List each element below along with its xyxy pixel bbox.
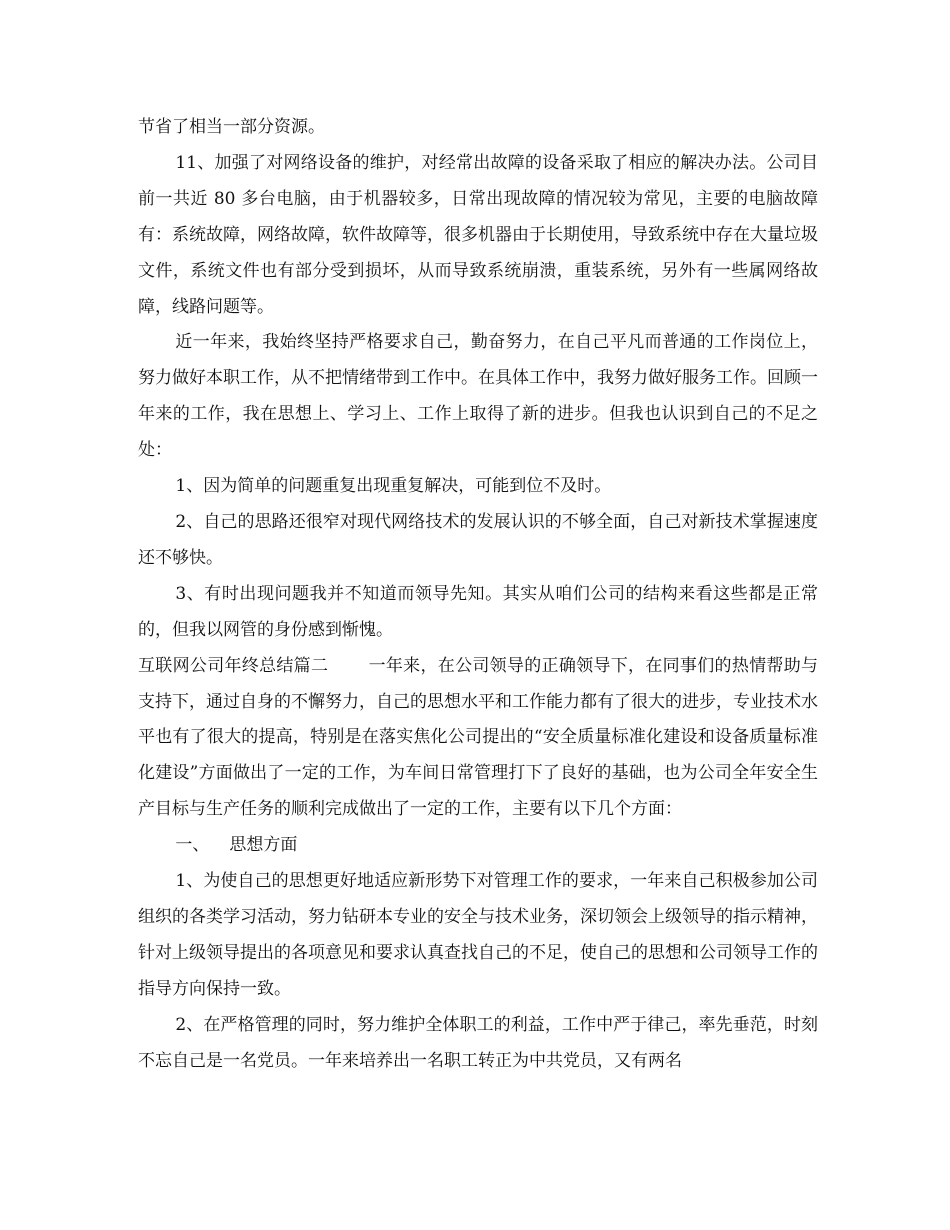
paragraph-part-two	[138, 649, 818, 829]
section-intro-text: 一年来，在公司领导的正确领导下，在同事们的热情帮助与支持下，通过自身的不懈努力，自己的思想水平和工作能力都有了很大的进步，专业技术水平也有了很大的提高，特别是在落实焦化公司提出的“安全质量标准化建设和设备质量标准化建设”方面做出了一定的工作，为车间日常管理打下了良好的基础，也为公司全年安全生产目标与生产任务的顺利完成做出了一定的工作，主要有以下几个方面：	[138, 655, 819, 820]
paragraph-thought-1: 1、为使自己的思想更好地适应新形势下对管理工作的要求，一年来自己积极参加公司组织的各类学习活动，努力钻研本专业的安全与技术业务，深切领会上级领导的指示精神，针对上级领导提出的各项意见和要求认真查找自己的不足，使自己的思想和公司领导工作的指导方向保持一致。	[138, 871, 818, 999]
subheading-text: 思想方面	[229, 835, 298, 856]
paragraph-self-review: 近一年来，我始终坚持严格要求自己，勤奋努力，在自己平凡而普通的工作岗位上，努力做好本职工作，从不把情绪带到工作中。在具体工作中，我努力做好服务工作。回顾一年来的工作，我在思想上、学习上、工作上取得了新的进步。但我也认识到自己的不足之处：	[138, 332, 818, 461]
section-heading: 互联网公司年终总结篇二	[138, 655, 329, 676]
subheading-number: 一、	[175, 835, 210, 856]
paragraph-item-11: 11、加强了对网络设备的维护，对经常出故障的设备采取了相应的解决办法。公司目前一共近 80 多台电脑，由于机器较多，日常出现故障的情况较为常见，主要的电脑故障有：系统故障，网络故障，软件故障等，很多机器由于长期使用，导致系统中存在大量垃圾文件，系统文件也有部分受到损坏，从而导致系统崩溃，重装系统，另外有一些属网络故障，线路问题等。	[138, 152, 818, 317]
document-page	[138, 110, 818, 1079]
paragraph-shortcoming-2: 2、自己的思路还很窄对现代网络技术的发展认识的不够全面，自己对新技术掌握速度还不够快。	[138, 511, 818, 568]
paragraph-shortcoming-1: 1、因为简单的问题重复出现重复解决，可能到位不及时。	[175, 476, 612, 497]
paragraph-thought-2: 2、在严格管理的同时，努力维护全体职工的利益，工作中严于律己，率先垂范，时刻不忘自己是一名党员。一年来培养出一名职工转正为中共党员，又有两名	[138, 1014, 818, 1071]
paragraph-resources: 节省了相当一部分资源。	[138, 117, 325, 137]
subheading-thought	[138, 828, 818, 864]
paragraph-shortcoming-3: 3、有时出现问题我并不知道而领导先知。其实从咱们公司的结构来看这些都是正常的，但我以网管的身份感到惭愧。	[138, 583, 818, 640]
